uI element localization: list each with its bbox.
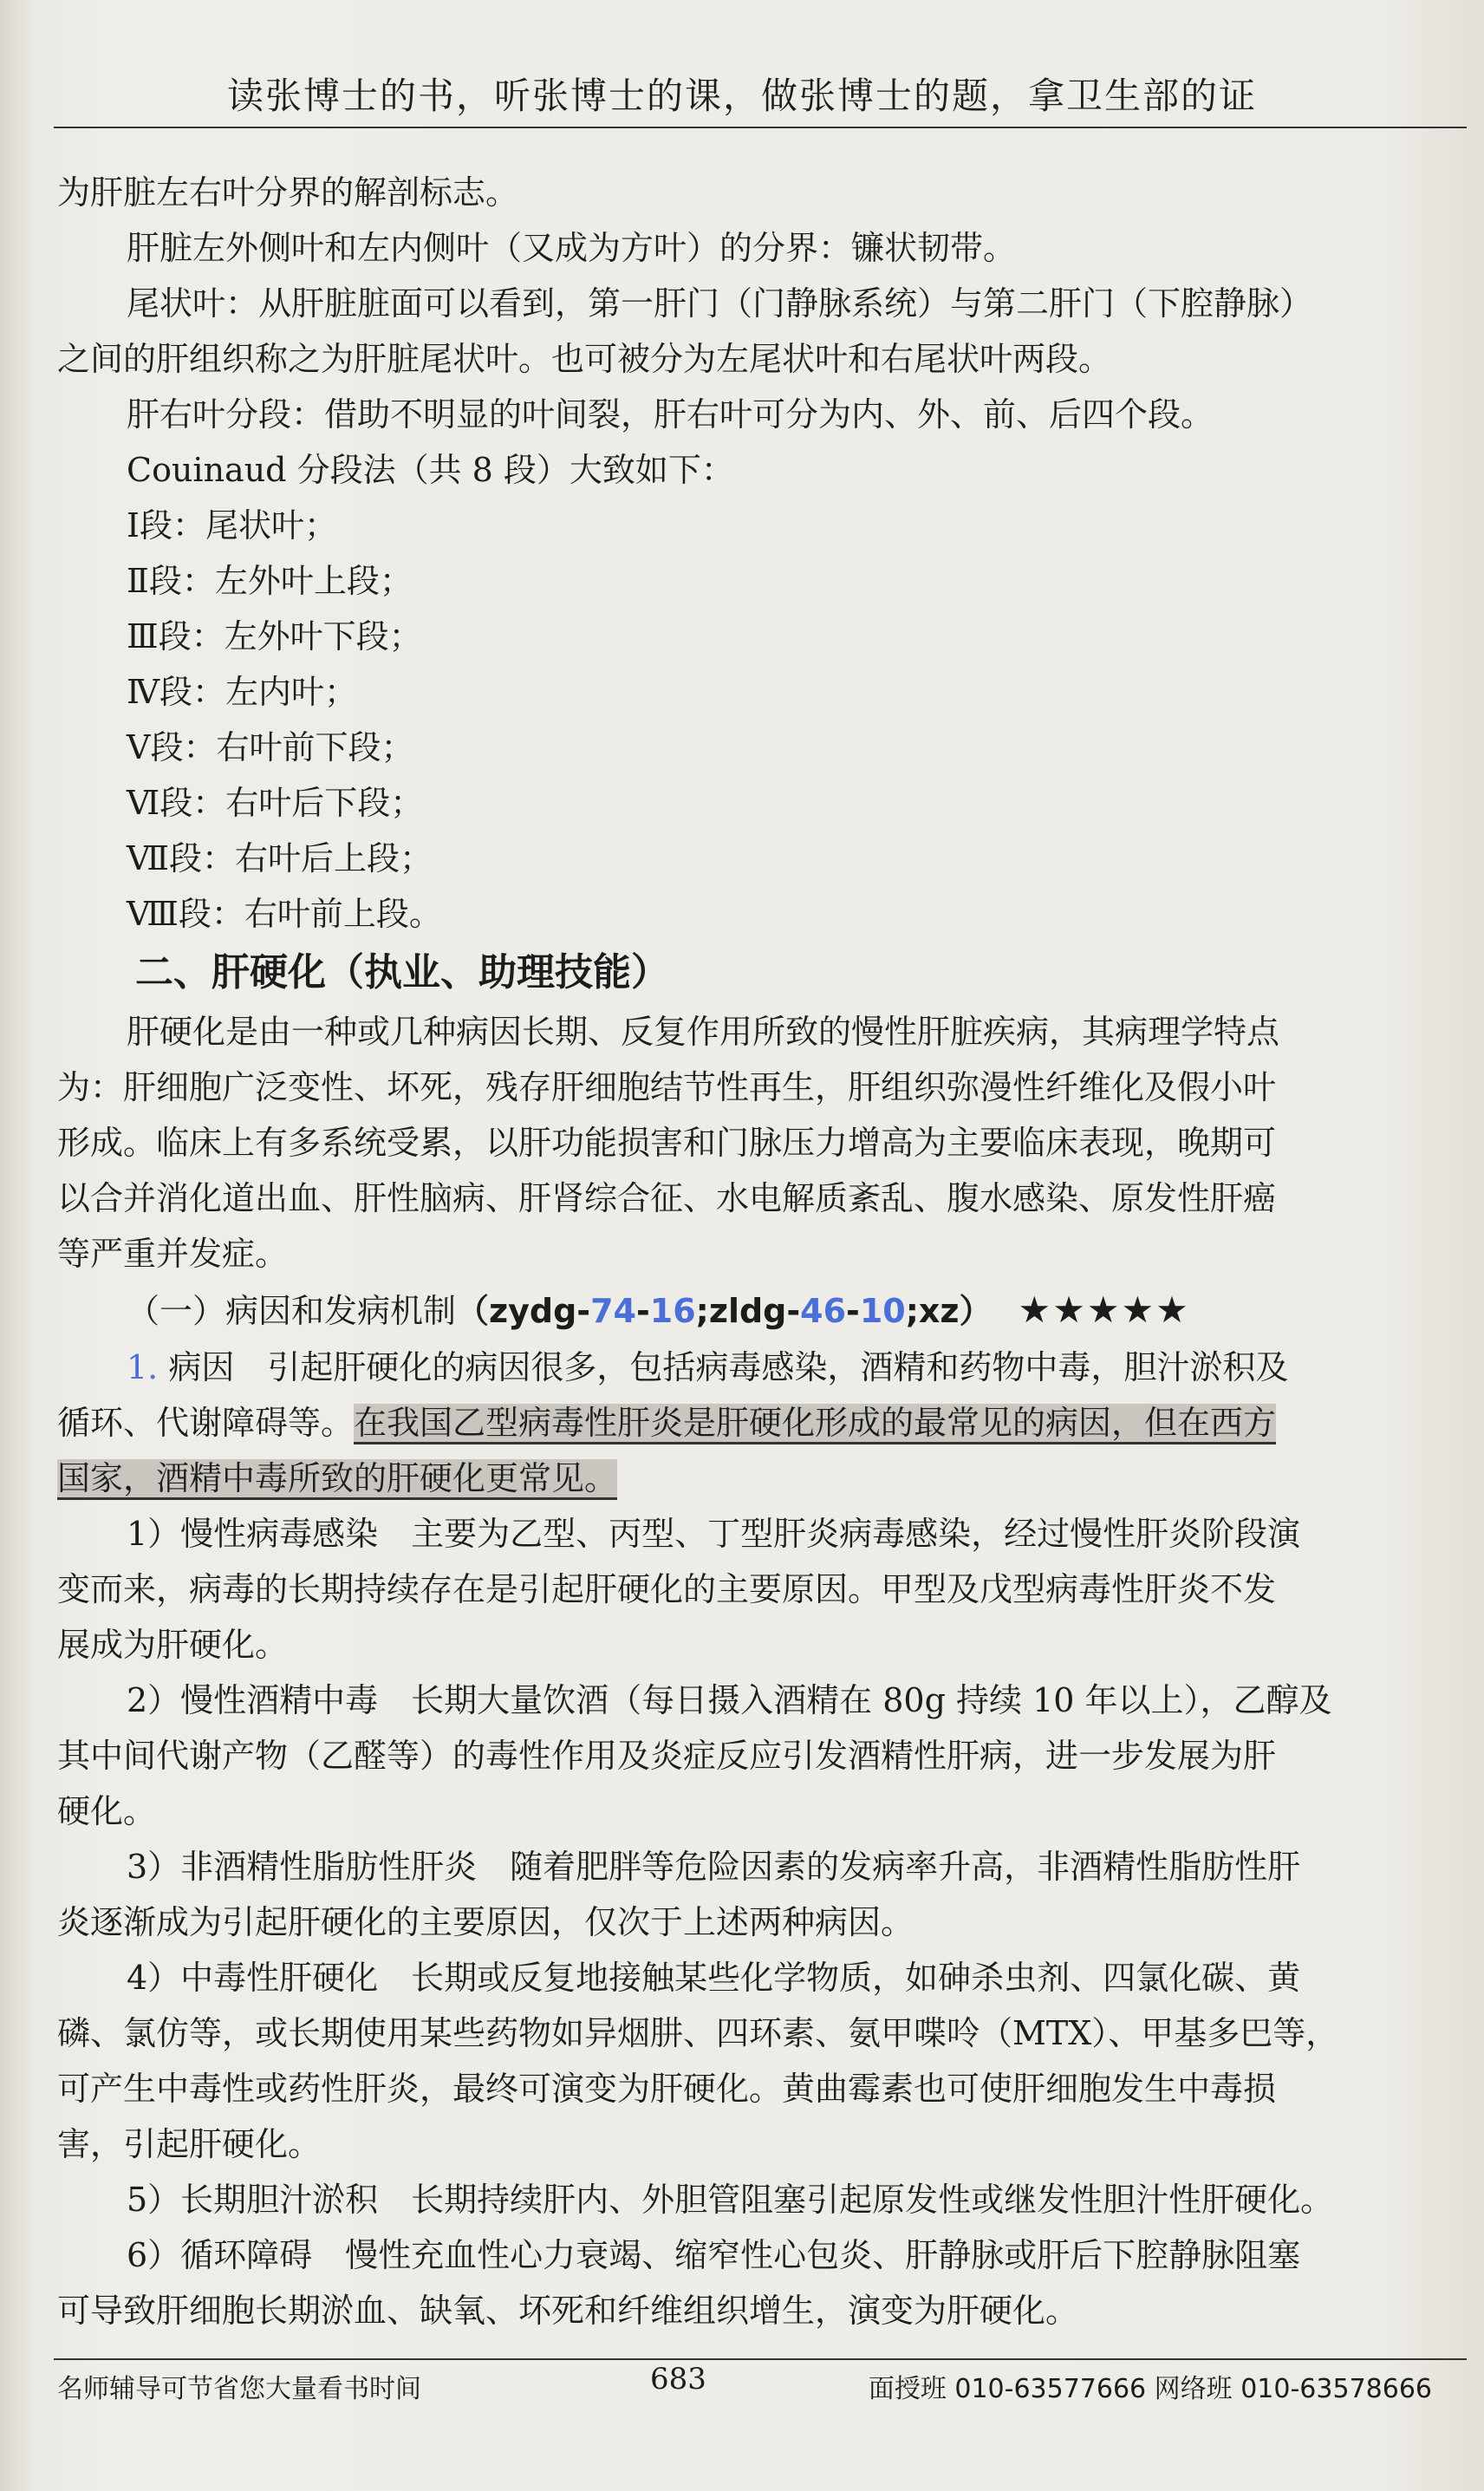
cause-item xyxy=(57,2172,1448,2227)
segment-item: Ⅲ段：左外叶下段； xyxy=(127,617,422,655)
footer-slogan: 名师辅导可节省您大量看书时间 xyxy=(57,2374,421,2404)
segment-item: Ⅳ段：左内叶； xyxy=(127,673,357,711)
running-header: 读张博士的书，听张博士的课，做张博士的题，拿卫生部的证 xyxy=(226,75,1257,117)
segment-item: Ⅶ段：右叶后上段； xyxy=(127,839,433,877)
cause-item xyxy=(57,2227,1448,2338)
header-rule xyxy=(54,127,1467,128)
text-line: 4）中毒性肝硬化 长期或反复地接触某些化学物质，如砷杀虫剂、四氯化碳、黄 xyxy=(127,1959,1301,1997)
text-line: 磷、氯仿等，或长期使用某些药物如异烟肼、四环素、氨甲喋呤（MTX）、甲基多巴等， xyxy=(57,2014,1339,2052)
text-line: 可产生中毒性或药性肝炎，最终可演变为肝硬化。黄曲霉素也可使肝细胞发生中毒损 xyxy=(57,2070,1277,2108)
text-line: 其中间代谢产物（乙醛等）的毒性作用及炎症反应引发酒精性肝病，进一步发展为肝 xyxy=(57,1737,1277,1775)
segment-item: Ⅱ段：左外叶上段； xyxy=(127,562,413,600)
text-line: 为肝脏左右叶分界的解剖标志。 xyxy=(57,173,519,212)
text-line: 变而来，病毒的长期持续存在是引起肝硬化的主要原因。甲型及戊型病毒性肝炎不发 xyxy=(57,1570,1277,1608)
text-line xyxy=(57,1451,1448,1506)
footer-contact: 面授班 010-63577666 网络班 010-63578666 xyxy=(868,2374,1432,2404)
syllabus-code: （zydg-74-16;zldg-46-10;xz） xyxy=(456,1292,993,1330)
footer-rule xyxy=(54,2358,1467,2360)
text-line: 尾状叶：从肝脏脏面可以看到，第一肝门（门静脉系统）与第二肝门（下腔静脉） xyxy=(127,284,1313,323)
text-line: 6）循环障碍 慢性充血性心力衰竭、缩窄性心包炎、肝静脉或肝后下腔静脉阻塞 xyxy=(127,2236,1301,2274)
text-line: 1. 病因 引起肝硬化的病因很多，包括病毒感染，酒精和药物中毒，胆汁淤积及 xyxy=(127,1348,1289,1386)
subsection-label: （一）病因和发病机制 xyxy=(127,1292,457,1330)
text-line: 肝右叶分段：借助不明显的叶间裂，肝右叶可分为内、外、前、后四个段。 xyxy=(127,395,1214,434)
segment-item: Ⅰ段：尾状叶； xyxy=(127,506,338,544)
segment-list xyxy=(57,498,1448,942)
text-line: 可导致肝细胞长期淤血、缺氧、坏死和纤维组织增生，演变为肝硬化。 xyxy=(57,2292,1079,2330)
text-line: 为：肝细胞广泛变性、坏死，残存肝细胞结节性再生，肝组织弥漫性纤维化及假小叶 xyxy=(57,1068,1277,1106)
highlighted-text: 在我国乙型病毒性肝炎是肝硬化形成的最常见的病因，但在西方 xyxy=(354,1404,1276,1444)
text-line: 之间的肝组织称之为肝脏尾状叶。也可被分为左尾状叶和右尾状叶两段。 xyxy=(57,340,1112,378)
cause-item xyxy=(57,1950,1448,2172)
subsection-heading xyxy=(57,1281,1448,1340)
text-line: 循环、代谢障碍等。在我国乙型病毒性肝炎是肝硬化形成的最常见的病因，但在西方 xyxy=(57,1395,1448,1451)
text-line: 等严重并发症。 xyxy=(57,1235,289,1273)
text-line: Couinaud 分段法（共 8 段）大致如下： xyxy=(127,451,734,489)
cause-item xyxy=(57,1506,1448,1673)
importance-stars: ★★★★★ xyxy=(1018,1288,1190,1331)
section-paragraph xyxy=(57,1004,1448,1281)
text-line: 害，引起肝硬化。 xyxy=(57,2125,322,2163)
page-number: 683 xyxy=(650,2362,706,2396)
cause-item xyxy=(57,1839,1448,1950)
text-line: 3）非酒精性脂肪性肝炎 随着肥胖等危险因素的发病率升高，非酒精性脂肪性肝 xyxy=(127,1848,1301,1886)
text-line: 炎逐渐成为引起肝硬化的主要原因，仅次于上述两种病因。 xyxy=(57,1903,914,1941)
segment-item: Ⅴ段：右叶前下段； xyxy=(127,728,414,766)
cause-item xyxy=(57,1673,1448,1839)
text-line: 以合并消化道出血、肝性脑病、肝肾综合征、水电解质紊乱、腹水感染、原发性肝癌 xyxy=(57,1179,1277,1217)
text-line: 硬化。 xyxy=(57,1792,157,1830)
segment-item: Ⅵ段：右叶后下段； xyxy=(127,784,424,822)
text-line: 形成。临床上有多系统受累，以肝功能损害和门脉压力增高为主要临床表现，晚期可 xyxy=(57,1124,1277,1162)
cause-paragraph xyxy=(57,1340,1448,1506)
page-body xyxy=(57,165,1448,2338)
section-heading: 二、肝硬化（执业、助理技能） xyxy=(135,950,669,994)
highlighted-text: 国家，酒精中毒所致的肝硬化更常见。 xyxy=(57,1459,617,1500)
list-number: 1. xyxy=(127,1348,159,1386)
segment-item: Ⅷ段：右叶前上段。 xyxy=(127,895,442,933)
text-line: 肝脏左外侧叶和左内侧叶（又成为方叶）的分界：镰状韧带。 xyxy=(127,229,1017,267)
text-line: 展成为肝硬化。 xyxy=(57,1626,289,1664)
text-line: 肝硬化是由一种或几种病因长期、反复作用所致的慢性肝脏疾病，其病理学特点 xyxy=(127,1013,1280,1051)
text-line: 5）长期胆汁淤积 长期持续肝内、外胆管阻塞引起原发性或继发性胆汁性肝硬化。 xyxy=(127,2181,1334,2219)
text-line: 2）慢性酒精中毒 长期大量饮酒（每日摄入酒精在 80g 持续 10 年以上），乙醇及 xyxy=(127,1681,1332,1719)
text-line: 1）慢性病毒感染 主要为乙型、丙型、丁型肝炎病毒感染，经过慢性肝炎阶段演 xyxy=(127,1515,1301,1553)
